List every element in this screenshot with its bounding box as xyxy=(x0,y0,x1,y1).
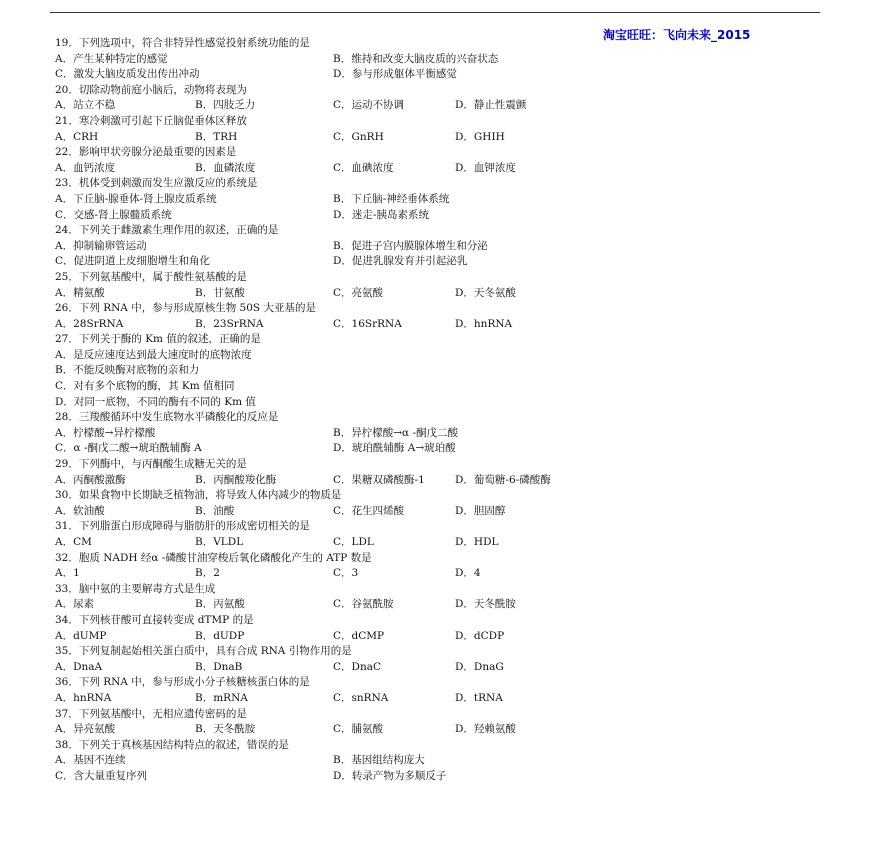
option-c: C．α -酮戊二酸→琥珀酰辅酶 A xyxy=(55,442,202,455)
option-b: B．DnaB xyxy=(195,660,243,673)
option-d: D．琥珀酰辅酶 A→琥珀酸 xyxy=(333,442,456,455)
header-rule xyxy=(50,12,820,13)
option-row xyxy=(55,130,815,146)
option-b: B．维持和改变大脑皮质的兴奋状态 xyxy=(333,52,499,65)
question-text: 21．寒冷刺激可引起下丘脑促垂体区释放 xyxy=(55,114,247,127)
option-b: B．mRNA xyxy=(195,691,248,704)
option-b: B．基因组结构庞大 xyxy=(333,754,425,767)
option-d: D．胆固醇 xyxy=(455,504,506,517)
option-row xyxy=(55,52,815,68)
option-d: D．天冬酰胺 xyxy=(455,598,516,611)
question-stem xyxy=(55,644,815,660)
option-row xyxy=(55,161,815,177)
question-text: 38．下列关于真核基因结构特点的叙述，错误的是 xyxy=(55,738,289,751)
option-row xyxy=(55,473,815,489)
question-text: 30．如果食物中长期缺乏植物油，将导致人体内减少的物质是 xyxy=(55,489,342,502)
option-c: C．血碘浓度 xyxy=(333,161,394,174)
option-row xyxy=(55,395,815,411)
question-text: 33．脑中氨的主要解毒方式是生成 xyxy=(55,582,216,595)
question-text: 19．下列选项中，符合非特异性感觉投射系统功能的是 xyxy=(55,37,310,49)
option-b: B．天冬酰胺 xyxy=(195,723,256,736)
option-c: C．16SrRNA xyxy=(333,317,402,330)
question-text: 26．下列 RNA 中，参与形成原核生物 50S 大亚基的是 xyxy=(55,302,316,315)
question-text: 28．三羧酸循环中发生底物水平磷酸化的反应是 xyxy=(55,411,279,424)
option-row xyxy=(55,363,815,379)
option-a: A．精氨酸 xyxy=(55,286,105,299)
option-d: D．4 xyxy=(455,567,481,580)
question-text: 34．下列核苷酸可直接转变成 dTMP 的是 xyxy=(55,613,254,626)
option-row xyxy=(55,192,815,208)
option-row xyxy=(55,317,815,333)
question-stem xyxy=(55,114,815,130)
option-b: B．丙氨酸 xyxy=(195,598,245,611)
option-c: C．促进阴道上皮细胞增生和角化 xyxy=(55,255,211,268)
option-row xyxy=(55,239,815,255)
option-c: C．亮氨酸 xyxy=(333,286,384,299)
option-row xyxy=(55,504,815,520)
option-a: A．抑制输卵管运动 xyxy=(55,239,147,252)
option-b: B．油酸 xyxy=(195,504,235,517)
option-a: A．站立不稳 xyxy=(55,99,116,112)
option-d: D．促进乳腺发育并引起泌乳 xyxy=(333,255,468,268)
brand-watermark: 淘宝旺旺：飞向未来_2015 xyxy=(603,28,751,42)
option-b: B．甘氨酸 xyxy=(195,286,245,299)
question-stem xyxy=(55,457,815,473)
option-a: A．丙酮酸激酶 xyxy=(55,473,126,486)
question-text: 23．机体受到刺激而发生应激反应的系统是 xyxy=(55,177,258,190)
option-c: C．花生四烯酸 xyxy=(333,504,405,517)
question-text: 35．下列复制起始相关蛋白质中，具有合成 RNA 引物作用的是 xyxy=(55,645,352,658)
option-d: D．天冬氨酸 xyxy=(455,286,516,299)
option-b: B．血磷浓度 xyxy=(195,161,256,174)
option-row xyxy=(55,691,815,707)
option-c: C．脯氨酸 xyxy=(333,723,384,736)
option-row xyxy=(55,286,815,302)
question-stem xyxy=(55,738,815,754)
option-b: B．丙酮酸羧化酶 xyxy=(195,473,277,486)
question-text: 22．影响甲状旁腺分泌最重要的因素是 xyxy=(55,146,237,159)
question-stem xyxy=(55,675,815,691)
option-c: C．DnaC xyxy=(333,660,382,673)
question-stem xyxy=(55,270,815,286)
option-b: B．dUDP xyxy=(195,629,245,642)
option-d: D．静止性震颤 xyxy=(455,99,527,112)
option-d: D．迷走-胰岛素系统 xyxy=(333,208,429,221)
option-d: D．羟赖氨酸 xyxy=(455,723,516,736)
question-stem xyxy=(55,519,815,535)
option-a: A．基因不连续 xyxy=(55,754,126,767)
question-text: 36．下列 RNA 中，参与形成小分子核糖核蛋白体的是 xyxy=(55,676,310,689)
option-b: B．异柠檬酸→α -酮戊二酸 xyxy=(333,426,458,439)
option-a: A．产生某种特定的感觉 xyxy=(55,52,168,65)
option-d: D．DnaG xyxy=(455,660,504,673)
option-c: C．snRNA xyxy=(333,691,389,704)
option-a: A．异亮氨酸 xyxy=(55,723,116,736)
option-a: A．CRH xyxy=(55,130,99,143)
option-c: C．交感-肾上腺髓质系统 xyxy=(55,208,172,221)
option-d: D．血钾浓度 xyxy=(455,161,516,174)
option-row xyxy=(55,660,815,676)
option-d: D．葡萄糖-6-磷酸酶 xyxy=(455,473,551,486)
option-row xyxy=(55,441,815,457)
question-list xyxy=(55,36,815,785)
option-row xyxy=(55,769,815,785)
option-c: C．3 xyxy=(333,567,359,580)
option-d: D．GHIH xyxy=(455,130,505,143)
option-d: D．HDL xyxy=(455,536,499,548)
option-row xyxy=(55,98,815,114)
question-stem xyxy=(55,582,815,598)
option-row xyxy=(55,597,815,613)
option-c: C．含大量重复序列 xyxy=(55,769,148,782)
option-row xyxy=(55,535,815,551)
option-row xyxy=(55,753,815,769)
question-stem xyxy=(55,410,815,426)
option-b: B．23SrRNA xyxy=(195,317,264,330)
option-a: A．1 xyxy=(55,567,80,580)
option-b: B．四肢乏力 xyxy=(195,99,256,112)
question-text: 32．胞质 NADH 经α -磷酸甘油穿梭后氧化磷酸化产生的 ATP 数是 xyxy=(55,551,372,564)
question-text: 31．下列脂蛋白形成障碍与脂肪肝的形成密切相关的是 xyxy=(55,520,310,533)
option-c: C．LDL xyxy=(333,536,374,548)
option-row xyxy=(55,566,815,582)
option-d: D．dCDP xyxy=(455,629,505,642)
option-row xyxy=(55,67,815,83)
option-b: B．不能反映酶对底物的亲和力 xyxy=(55,364,200,377)
option-d: D．对同一底物，不同的酶有不同的 Km 值 xyxy=(55,395,256,408)
option-d: D．转录产物为多顺反子 xyxy=(333,769,447,782)
option-row xyxy=(55,426,815,442)
question-stem xyxy=(55,488,815,504)
option-row xyxy=(55,348,815,364)
option-a: A．是反应速度达到最大速度时的底物浓度 xyxy=(55,348,252,361)
option-a: A．血钙浓度 xyxy=(55,161,116,174)
question-stem xyxy=(55,301,815,317)
option-a: A．28SrRNA xyxy=(55,317,124,330)
option-row xyxy=(55,208,815,224)
option-d: D．tRNA xyxy=(455,691,503,704)
option-b: B．2 xyxy=(195,567,220,580)
question-stem xyxy=(55,551,815,567)
question-stem xyxy=(55,36,815,52)
question-text: 20．切除动物前庭小脑后，动物将表现为 xyxy=(55,83,247,96)
question-stem xyxy=(55,613,815,629)
option-c: C．GnRH xyxy=(333,130,384,143)
question-stem xyxy=(55,145,815,161)
option-a: A．尿素 xyxy=(55,598,95,611)
option-a: A．DnaA xyxy=(55,660,103,673)
question-text: 29．下列酶中，与丙酮酸生成糖无关的是 xyxy=(55,458,247,471)
option-a: A．dUMP xyxy=(55,629,107,642)
option-c: C．激发大脑皮质发出传出冲动 xyxy=(55,68,200,81)
option-row xyxy=(55,629,815,645)
option-row xyxy=(55,379,815,395)
option-a: A．下丘脑-腺垂体-肾上腺皮质系统 xyxy=(55,192,217,205)
option-d: D．参与形成躯体平衡感觉 xyxy=(333,68,457,81)
question-text: 27．下列关于酶的 Km 值的叙述，正确的是 xyxy=(55,333,261,346)
option-b: B．TRH xyxy=(195,130,238,143)
option-row xyxy=(55,722,815,738)
option-a: A．柠檬酸→异柠檬酸 xyxy=(55,426,156,439)
option-c: C．谷氨酰胺 xyxy=(333,598,394,611)
question-stem xyxy=(55,83,815,99)
option-b: B．下丘脑-神经垂体系统 xyxy=(333,192,450,205)
question-stem xyxy=(55,223,815,239)
question-stem xyxy=(55,707,815,723)
question-stem xyxy=(55,332,815,348)
option-a: A．hnRNA xyxy=(55,691,112,704)
option-a: A．软油酸 xyxy=(55,504,105,517)
option-c: C．运动不协调 xyxy=(333,99,405,112)
question-stem xyxy=(55,176,815,192)
option-b: B．促进子宫内膜腺体增生和分泌 xyxy=(333,239,488,252)
option-d: D．hnRNA xyxy=(455,317,513,330)
option-c: C．对有多个底物的酶，其 Km 值相同 xyxy=(55,380,235,393)
option-c: C．果糖双磷酸酶-1 xyxy=(333,473,425,486)
question-text: 24．下列关于雌激素生理作用的叙述，正确的是 xyxy=(55,224,279,237)
option-row xyxy=(55,254,815,270)
option-c: C．dCMP xyxy=(333,629,385,642)
option-b: B．VLDL xyxy=(195,536,244,548)
question-text: 25．下列氨基酸中，属于酸性氨基酸的是 xyxy=(55,270,247,283)
question-text: 37．下列氨基酸中，无相应遗传密码的是 xyxy=(55,707,247,720)
option-a: A．CM xyxy=(55,536,92,548)
